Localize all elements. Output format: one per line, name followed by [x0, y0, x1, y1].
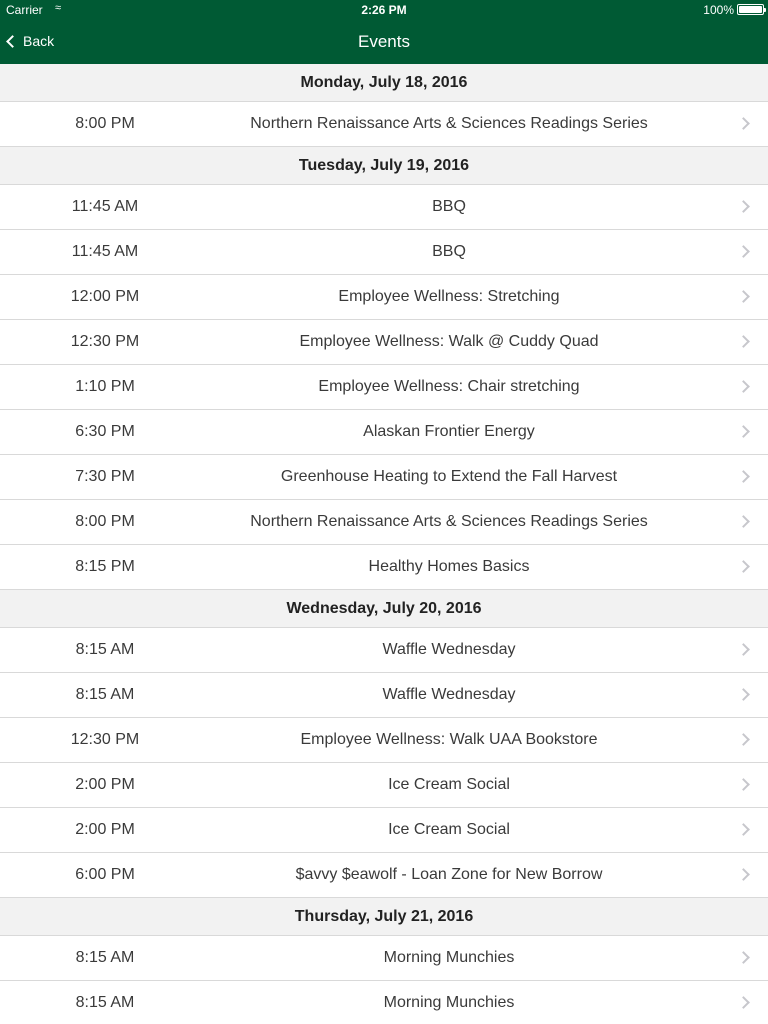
event-row[interactable]	[0, 936, 768, 981]
event-row[interactable]	[0, 545, 768, 590]
event-time: 8:15 AM	[75, 686, 135, 703]
event-row[interactable]	[0, 275, 768, 320]
events-list[interactable]	[0, 64, 768, 1024]
status-bar	[0, 0, 768, 20]
event-title: Morning Munchies	[383, 994, 515, 1011]
event-title: Northern Renaissance Arts & Sciences Readings Series	[250, 513, 648, 530]
event-title: Greenhouse Heating to Extend the Fall Harvest	[280, 468, 618, 485]
carrier-label: Carrier	[6, 3, 43, 17]
navigation-bar	[0, 20, 768, 64]
event-title: Alaskan Frontier Energy	[363, 423, 535, 440]
event-row[interactable]	[0, 102, 768, 147]
event-row[interactable]	[0, 853, 768, 898]
battery-percent: 100%	[703, 3, 734, 17]
event-row[interactable]	[0, 455, 768, 500]
section-header-date: Tuesday, July 19, 2016	[0, 147, 768, 185]
event-title: BBQ	[432, 243, 466, 260]
event-row[interactable]	[0, 808, 768, 853]
event-time: 8:15 PM	[75, 558, 135, 575]
event-title: Employee Wellness: Chair stretching	[318, 378, 580, 395]
event-title: Northern Renaissance Arts & Sciences Readings Series	[250, 115, 648, 132]
battery-icon	[737, 4, 764, 15]
event-time: 12:00 PM	[70, 288, 140, 305]
event-time: 11:45 AM	[71, 243, 139, 260]
event-title: $avvy $eawolf - Loan Zone for New Borrow	[295, 866, 603, 883]
event-time: 2:00 PM	[75, 821, 135, 838]
event-time: 8:15 AM	[75, 641, 135, 658]
event-time: 7:30 PM	[75, 468, 135, 485]
event-row[interactable]	[0, 628, 768, 673]
event-time: 8:00 PM	[75, 513, 135, 530]
event-row[interactable]	[0, 230, 768, 275]
event-title: Employee Wellness: Stretching	[338, 288, 560, 305]
event-row[interactable]	[0, 673, 768, 718]
section-header-date: Thursday, July 21, 2016	[0, 898, 768, 936]
event-title: Employee Wellness: Walk @ Cuddy Quad	[299, 333, 599, 350]
event-time: 8:15 AM	[75, 994, 135, 1011]
section-header-date: Wednesday, July 20, 2016	[0, 590, 768, 628]
event-row[interactable]	[0, 320, 768, 365]
event-time: 6:30 PM	[75, 423, 135, 440]
section-header-date: Monday, July 18, 2016	[0, 64, 768, 102]
event-time: 12:30 PM	[70, 333, 140, 350]
event-row[interactable]	[0, 981, 768, 1024]
page-title: Events	[358, 32, 410, 51]
event-time: 11:45 AM	[71, 198, 139, 215]
event-row[interactable]	[0, 718, 768, 763]
event-row[interactable]	[0, 185, 768, 230]
event-time: 12:30 PM	[70, 731, 140, 748]
event-row[interactable]	[0, 365, 768, 410]
back-label: Back	[23, 33, 55, 49]
event-time: 8:15 AM	[75, 949, 135, 966]
event-time: 6:00 PM	[75, 866, 135, 883]
event-title: Ice Cream Social	[388, 776, 510, 793]
event-title: Ice Cream Social	[388, 821, 510, 838]
event-title: BBQ	[432, 198, 466, 215]
event-time: 2:00 PM	[75, 776, 135, 793]
top-bar	[0, 0, 768, 64]
event-row[interactable]	[0, 410, 768, 455]
event-title: Waffle Wednesday	[382, 641, 516, 658]
event-time: 1:10 PM	[75, 378, 135, 395]
event-time: 8:00 PM	[75, 115, 135, 132]
event-title: Employee Wellness: Walk UAA Bookstore	[300, 731, 598, 748]
status-time: 2:26 PM	[361, 3, 407, 17]
event-title: Waffle Wednesday	[382, 686, 516, 703]
event-title: Healthy Homes Basics	[368, 558, 530, 575]
wifi-icon: ≈	[55, 2, 62, 14]
event-title: Morning Munchies	[383, 949, 515, 966]
event-row[interactable]	[0, 500, 768, 545]
event-row[interactable]	[0, 763, 768, 808]
